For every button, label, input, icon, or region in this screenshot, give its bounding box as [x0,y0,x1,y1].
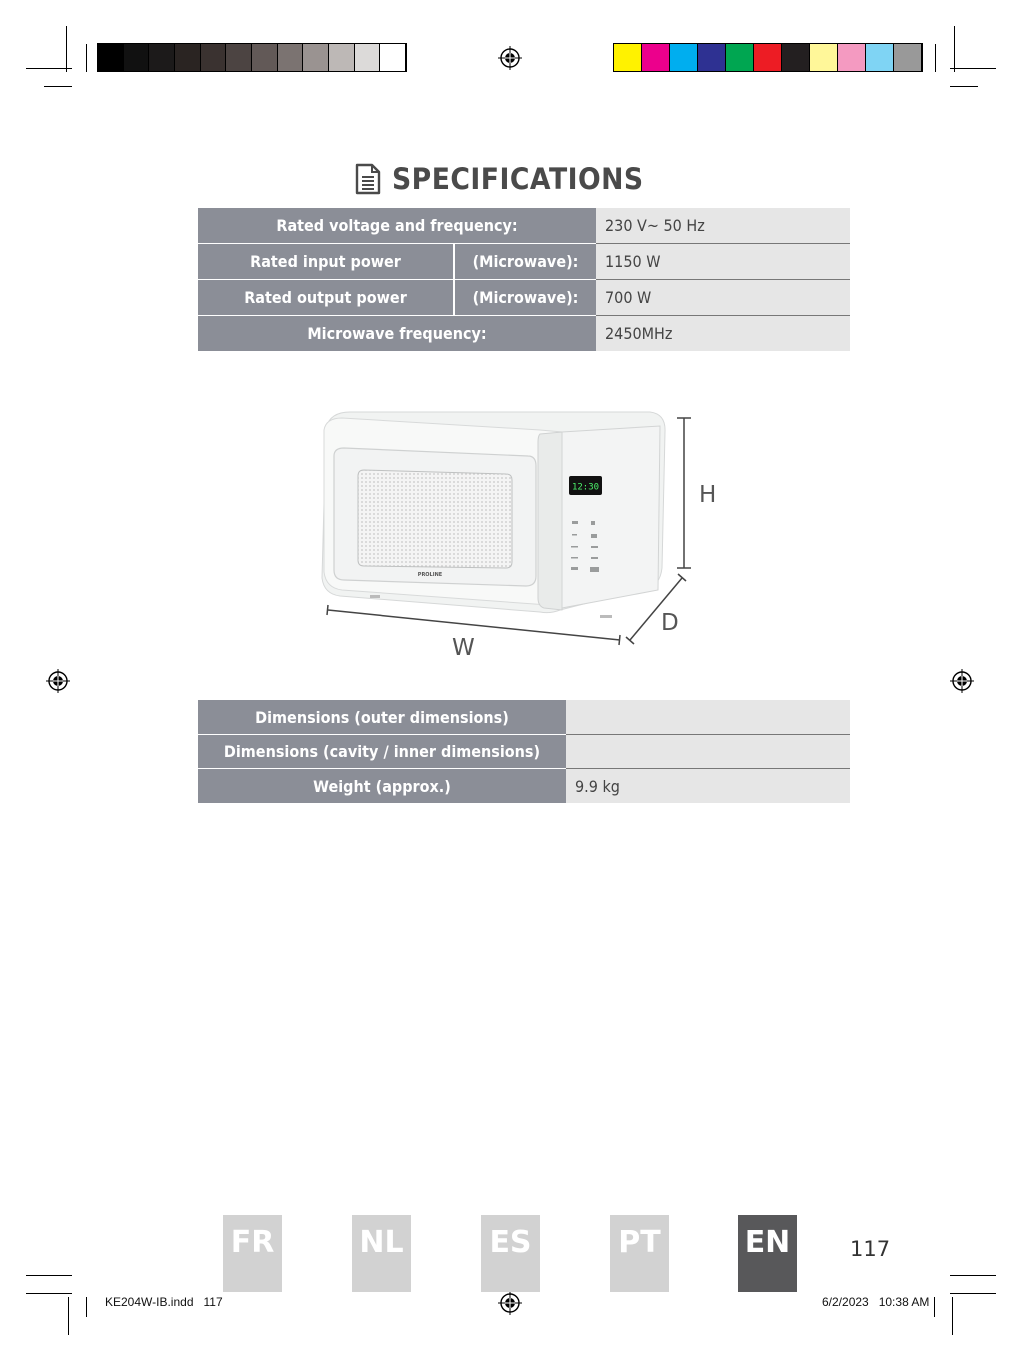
crop-mark [950,1275,996,1276]
table-row [198,280,850,316]
color-swatch [670,44,698,71]
depth-label: D [661,610,679,636]
color-swatch [614,44,642,71]
grayscale-color-bar [97,43,407,72]
document-icon [354,163,382,195]
crop-mark [86,1297,87,1317]
crop-mark [950,68,996,69]
color-swatch [201,44,227,71]
display-time: 12:30 [571,482,600,493]
table-row [198,769,850,804]
spec-label: Microwave frequency: [198,316,596,352]
width-label: W [452,635,475,661]
crop-mark [954,26,955,72]
language-tab-nl[interactable]: NL [352,1215,411,1292]
crop-mark [26,68,72,69]
color-swatch [838,44,866,71]
dimensions-table [198,700,850,803]
color-swatch [726,44,754,71]
color-swatch [303,44,329,71]
table-row [198,244,850,280]
crop-mark [66,26,67,72]
height-label: H [699,482,717,508]
color-swatch [782,44,810,71]
dimension-label: Dimensions (outer dimensions) [198,700,566,735]
table-row [198,208,850,244]
color-swatch [754,44,782,71]
spec-value: 1150 W [596,244,850,280]
language-tab-fr[interactable]: FR [223,1215,282,1292]
color-swatch [698,44,726,71]
color-swatch [642,44,670,71]
spec-value: 2450MHz [596,316,850,352]
color-swatch [894,44,922,71]
microwave-dimension-diagram [300,400,720,670]
crop-mark [950,1293,996,1294]
color-swatch [124,44,150,71]
page-number: 117 [850,1237,891,1261]
registration-mark-icon [498,46,522,70]
dimension-value [566,700,850,735]
language-tab-es[interactable]: ES [481,1215,540,1292]
crop-mark [26,1293,72,1294]
table-row [198,316,850,352]
crop-mark [935,44,936,72]
language-tab-pt[interactable]: PT [610,1215,669,1292]
color-swatch [329,44,355,71]
color-swatch [866,44,894,71]
color-swatch [810,44,838,71]
section-heading [0,162,1020,196]
color-swatch [278,44,304,71]
color-swatch [380,44,406,71]
registration-mark-icon [498,1291,522,1315]
crop-mark [26,1275,72,1276]
spec-value: 230 V~ 50 Hz [596,208,850,244]
registration-mark-icon [950,669,974,693]
spec-label: Rated input power [198,244,454,280]
spec-label: Rated output power [198,280,454,316]
spec-value: 700 W [596,280,850,316]
spec-label: Rated voltage and frequency: [198,208,596,244]
dimension-label: Weight (approx.) [198,769,566,804]
specifications-table [198,208,850,351]
color-swatch [98,44,124,71]
page-title: SPECIFICATIONS [392,162,644,196]
registration-mark-icon [46,669,70,693]
process-color-bar [613,43,923,72]
dimension-value [566,735,850,769]
slug-date-info: 6/2/2023 10:38 AM [822,1295,930,1309]
dimension-value: 9.9 kg [566,769,850,804]
microwave-illustration [322,412,665,618]
crop-mark [950,86,978,87]
slug-file-info: KE204W-IB.indd 117 [105,1295,223,1309]
table-row [198,700,850,735]
crop-mark [68,1297,69,1335]
color-swatch [355,44,381,71]
spec-qualifier: (Microwave): [454,244,596,280]
color-swatch [226,44,252,71]
table-row [198,735,850,769]
color-swatch [252,44,278,71]
crop-mark [934,1297,935,1317]
color-swatch [149,44,175,71]
dimension-label: Dimensions (cavity / inner dimensions) [198,735,566,769]
crop-mark [86,44,87,72]
brand-logo: PROLINE [417,572,443,578]
color-swatch [175,44,201,71]
spec-qualifier: (Microwave): [454,280,596,316]
language-tab-en[interactable]: EN [738,1215,797,1292]
crop-mark [44,86,72,87]
crop-mark [952,1297,953,1335]
